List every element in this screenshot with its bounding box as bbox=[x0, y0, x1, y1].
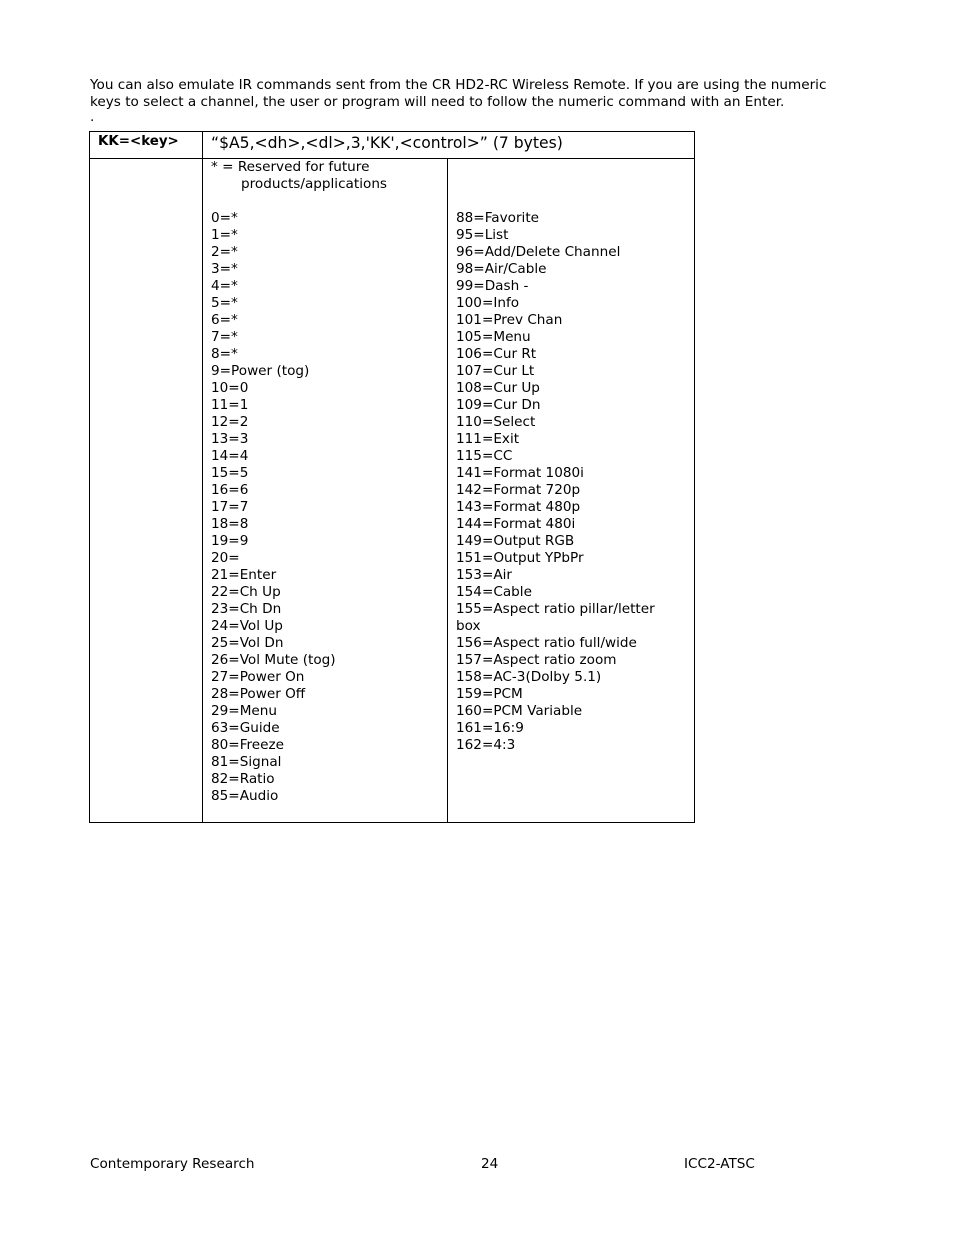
intro-paragraph bbox=[90, 77, 880, 123]
key-code-item: 11=1 bbox=[211, 397, 249, 413]
key-code-item: 15=5 bbox=[211, 465, 249, 481]
key-code-item: 28=Power Off bbox=[211, 686, 306, 702]
key-codes-list-2 bbox=[456, 210, 694, 754]
table-body-row bbox=[90, 159, 695, 823]
key-code-item: 0=* bbox=[211, 210, 238, 226]
key-label-cell: KK=<key> bbox=[90, 132, 203, 159]
key-code-item: 6=* bbox=[211, 312, 238, 328]
key-code-item: 7=* bbox=[211, 329, 238, 345]
key-code-item: 22=Ch Up bbox=[211, 584, 281, 600]
key-code-item: 107=Cur Lt bbox=[456, 363, 535, 379]
key-code-item: 5=* bbox=[211, 295, 238, 311]
key-code-item: 144=Format 480i bbox=[456, 516, 576, 532]
key-code-item: 115=CC bbox=[456, 448, 513, 464]
key-code-item: 82=Ratio bbox=[211, 771, 275, 787]
ir-command-table bbox=[89, 131, 695, 823]
key-code-item: 99=Dash - bbox=[456, 278, 529, 294]
key-code-item: 13=3 bbox=[211, 431, 249, 447]
key-code-item: 101=Prev Chan bbox=[456, 312, 563, 328]
key-code-item: 21=Enter bbox=[211, 567, 277, 583]
key-code-item: 85=Audio bbox=[211, 788, 279, 804]
key-code-item: 80=Freeze bbox=[211, 737, 285, 753]
footer-product: ICC2-ATSC bbox=[684, 1156, 755, 1172]
key-code-item: 4=* bbox=[211, 278, 238, 294]
key-code-item: 27=Power On bbox=[211, 669, 305, 685]
empty-key-cell bbox=[90, 159, 203, 823]
key-code-item: 105=Menu bbox=[456, 329, 531, 345]
key-code-item: 149=Output RGB bbox=[456, 533, 575, 549]
key-code-item: 10=0 bbox=[211, 380, 249, 396]
key-code-item: 111=Exit bbox=[456, 431, 520, 447]
footer-page-number: 24 bbox=[481, 1156, 499, 1172]
key-code-item: 26=Vol Mute (tog) bbox=[211, 652, 336, 668]
spacer bbox=[211, 193, 447, 210]
footer-company: Contemporary Research bbox=[90, 1156, 255, 1172]
key-code-item: 157=Aspect ratio zoom bbox=[456, 652, 617, 668]
key-code-item: 106=Cur Rt bbox=[456, 346, 537, 362]
key-code-item: 25=Vol Dn bbox=[211, 635, 284, 651]
key-code-item: 2=* bbox=[211, 244, 238, 260]
command-syntax-cell: “$A5,<dh>,<dl>,3,'KK',<control>” (7 bytes) bbox=[203, 132, 695, 159]
key-code-item: 29=Menu bbox=[211, 703, 278, 719]
key-code-item: 156=Aspect ratio full/wide bbox=[456, 635, 637, 651]
key-code-item: 88=Favorite bbox=[456, 210, 540, 226]
key-code-item: 9=Power (tog) bbox=[211, 363, 310, 379]
key-code-item: 110=Select bbox=[456, 414, 536, 430]
key-code-item: 17=7 bbox=[211, 499, 249, 515]
key-code-item: 109=Cur Dn bbox=[456, 397, 541, 413]
key-code-item: 143=Format 480p bbox=[456, 499, 581, 515]
intro-line-2: keys to select a channel, the user or program will need to follow the numeric command with an Enter. bbox=[90, 94, 785, 110]
key-code-item: 154=Cable bbox=[456, 584, 532, 600]
key-code-item: 96=Add/Delete Channel bbox=[456, 244, 621, 260]
reserved-note-line-2: products/applications bbox=[241, 176, 388, 192]
key-code-item: 141=Format 1080i bbox=[456, 465, 584, 481]
key-code-item: 151=Output YPbPr bbox=[456, 550, 584, 566]
key-code-item: 155=Aspect ratio pillar/letter bbox=[456, 601, 655, 617]
key-code-item: 12=2 bbox=[211, 414, 249, 430]
key-list-column-1 bbox=[203, 159, 448, 823]
key-code-item: 142=Format 720p bbox=[456, 482, 581, 498]
key-code-item: 19=9 bbox=[211, 533, 249, 549]
key-code-item: 161=16:9 bbox=[456, 720, 524, 736]
reserved-note-line-1: * = Reserved for future bbox=[211, 159, 370, 175]
key-code-item: 14=4 bbox=[211, 448, 249, 464]
key-code-item: 23=Ch Dn bbox=[211, 601, 282, 617]
key-code-item: 158=AC-3(Dolby 5.1) bbox=[456, 669, 602, 685]
key-code-item: 63=Guide bbox=[211, 720, 280, 736]
key-code-item: 24=Vol Up bbox=[211, 618, 283, 634]
key-code-item: 160=PCM Variable bbox=[456, 703, 583, 719]
spacer bbox=[456, 193, 694, 210]
spacer bbox=[456, 159, 694, 176]
key-code-item: 18=8 bbox=[211, 516, 249, 532]
key-code-item: 95=List bbox=[456, 227, 509, 243]
intro-dot: . bbox=[90, 109, 95, 125]
intro-line-1: You can also emulate IR commands sent from the CR HD2-RC Wireless Remote. If you are using the numeric bbox=[90, 77, 827, 93]
key-code-item: box bbox=[456, 618, 481, 634]
key-code-item: 100=Info bbox=[456, 295, 520, 311]
key-list-column-2 bbox=[448, 159, 695, 823]
key-code-item: 153=Air bbox=[456, 567, 513, 583]
spacer bbox=[456, 176, 694, 193]
key-code-item: 20= bbox=[211, 550, 240, 566]
key-code-item: 81=Signal bbox=[211, 754, 282, 770]
key-code-item: 108=Cur Up bbox=[456, 380, 540, 396]
key-code-item: 16=6 bbox=[211, 482, 249, 498]
key-code-item: 159=PCM bbox=[456, 686, 523, 702]
key-code-item: 162=4:3 bbox=[456, 737, 516, 753]
key-code-item: 98=Air/Cable bbox=[456, 261, 547, 277]
key-codes-list-1 bbox=[211, 210, 447, 805]
table-header-row bbox=[90, 132, 695, 159]
key-code-item: 1=* bbox=[211, 227, 238, 243]
key-code-item: 3=* bbox=[211, 261, 238, 277]
key-code-item: 8=* bbox=[211, 346, 238, 362]
